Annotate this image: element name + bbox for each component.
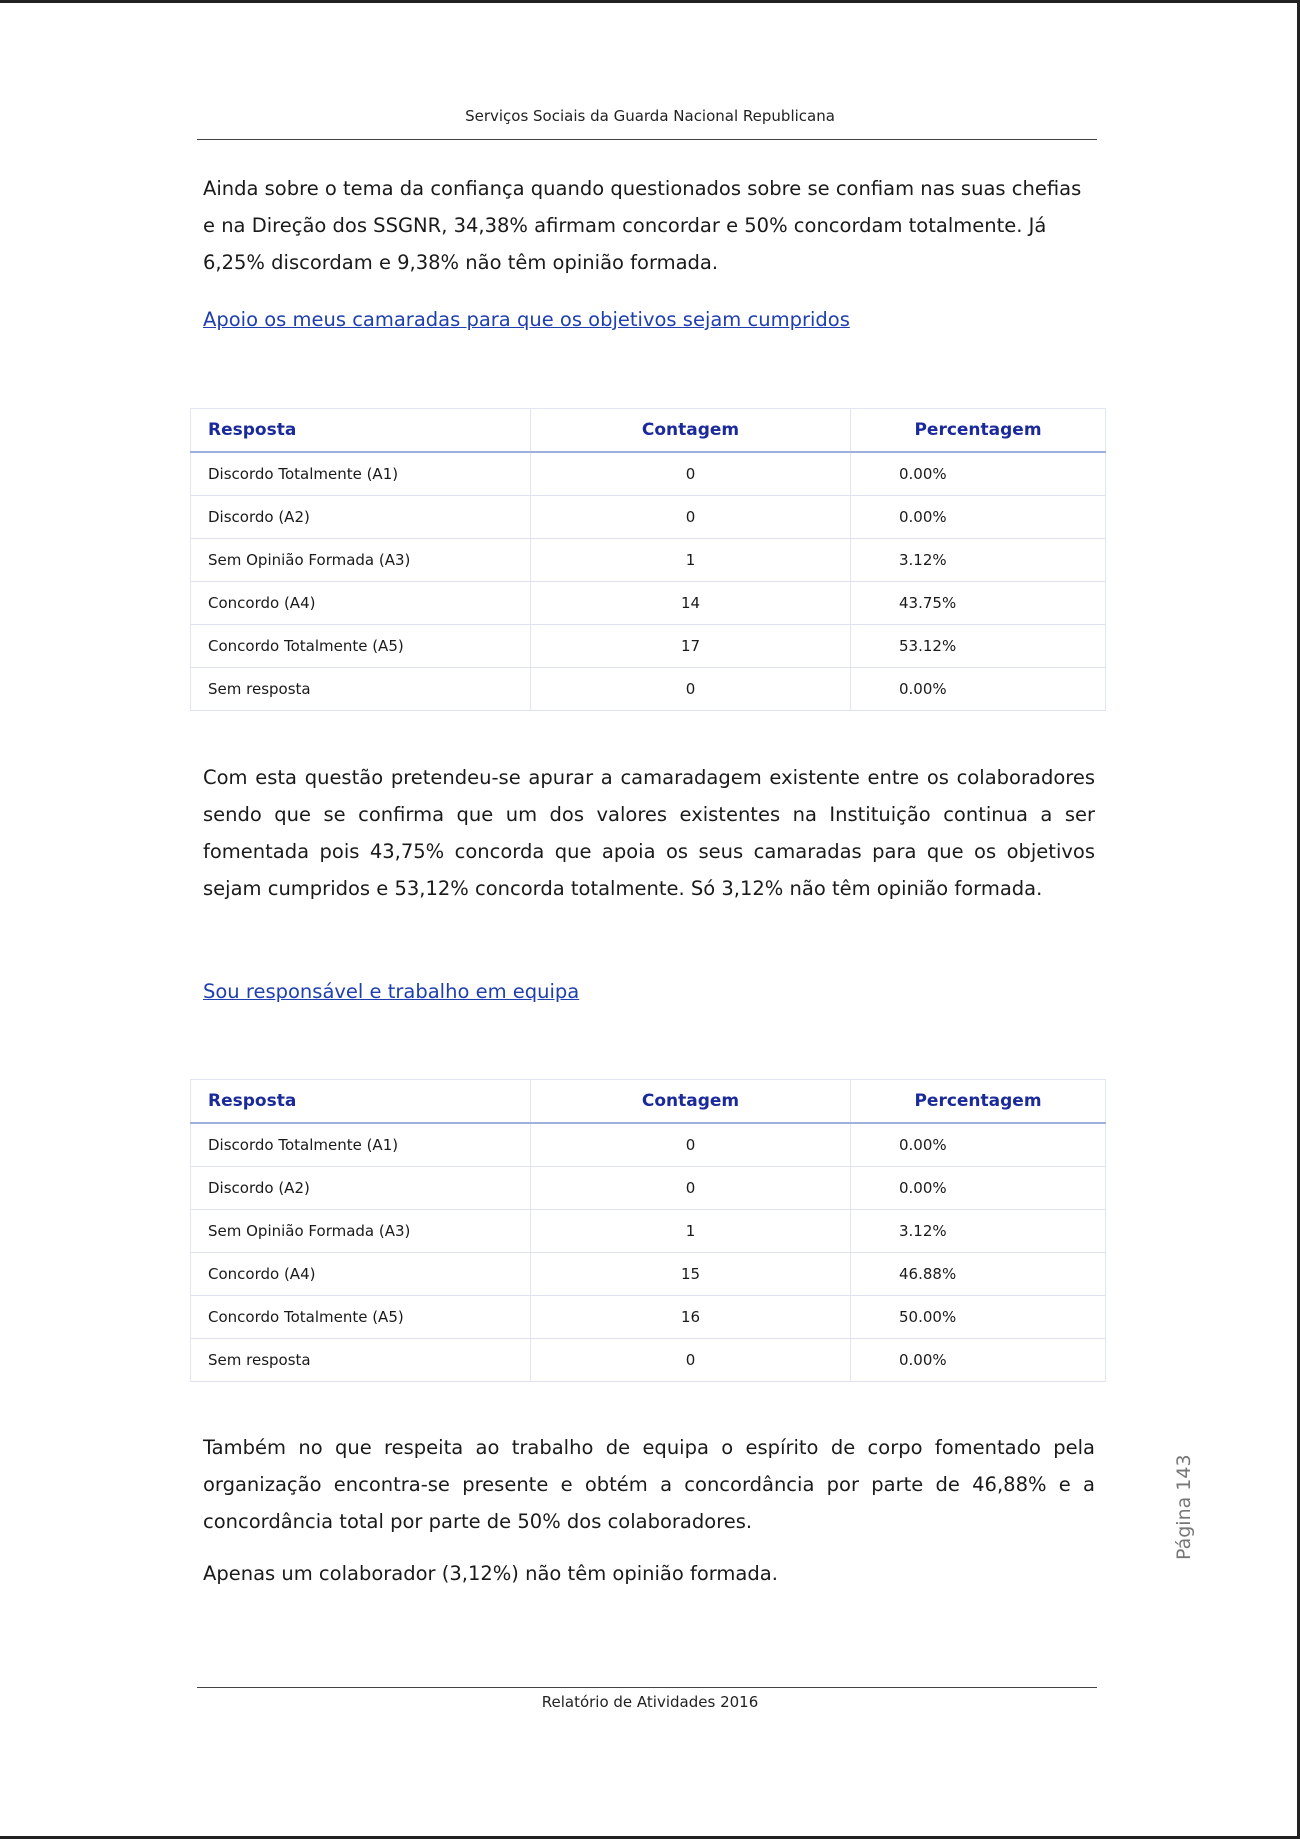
table-row: [191, 496, 1106, 539]
cell-percentagem: 46.88%: [851, 1253, 1106, 1296]
cell-contagem: 14: [531, 582, 851, 625]
table-row: [191, 625, 1106, 668]
cell-percentagem: 0.00%: [851, 496, 1106, 539]
cell-percentagem: 0.00%: [851, 1123, 1106, 1167]
cell-percentagem: 53.12%: [851, 625, 1106, 668]
cell-resposta: Concordo Totalmente (A5): [191, 625, 531, 668]
table-row: [191, 668, 1106, 711]
section2-table: [190, 1079, 1106, 1382]
page-footer: Relatório de Atividades 2016: [541, 1693, 759, 1711]
cell-contagem: 0: [531, 1339, 851, 1382]
cell-contagem: 16: [531, 1296, 851, 1339]
col-header-contagem: Contagem: [531, 409, 851, 453]
table-row: [191, 1339, 1106, 1382]
cell-percentagem: 0.00%: [851, 1167, 1106, 1210]
cell-resposta: Discordo Totalmente (A1): [191, 1123, 531, 1167]
cell-contagem: 1: [531, 539, 851, 582]
cell-resposta: Concordo (A4): [191, 1253, 531, 1296]
footer-rule: [197, 1687, 1097, 1688]
cell-contagem: 0: [531, 668, 851, 711]
col-header-contagem: Contagem: [531, 1080, 851, 1124]
page-header: Serviços Sociais da Guarda Nacional Republicana: [465, 107, 835, 125]
col-header-percentagem: Percentagem: [851, 409, 1106, 453]
table-header-row: [191, 409, 1106, 453]
cell-percentagem: 3.12%: [851, 539, 1106, 582]
cell-contagem: 0: [531, 1167, 851, 1210]
cell-resposta: Concordo (A4): [191, 582, 531, 625]
page-number: Página 143: [1173, 1454, 1195, 1560]
cell-percentagem: 3.12%: [851, 1210, 1106, 1253]
cell-contagem: 0: [531, 452, 851, 496]
section2-title: Sou responsável e trabalho em equipa: [203, 980, 580, 1003]
header-rule: [197, 139, 1097, 140]
table-row: [191, 539, 1106, 582]
cell-contagem: 0: [531, 496, 851, 539]
cell-percentagem: 0.00%: [851, 1339, 1106, 1382]
table-row: [191, 1210, 1106, 1253]
cell-percentagem: 0.00%: [851, 452, 1106, 496]
cell-contagem: 15: [531, 1253, 851, 1296]
table-row: [191, 1123, 1106, 1167]
section1-title: Apoio os meus camaradas para que os objetivos sejam cumpridos: [203, 308, 850, 331]
scan-border-top: [0, 0, 1300, 3]
cell-resposta: Concordo Totalmente (A5): [191, 1296, 531, 1339]
cell-resposta: Discordo (A2): [191, 496, 531, 539]
table-row: [191, 452, 1106, 496]
col-header-resposta: Resposta: [191, 1080, 531, 1124]
table-row: [191, 1253, 1106, 1296]
col-header-resposta: Resposta: [191, 409, 531, 453]
table-header-row: [191, 1080, 1106, 1124]
table-row: [191, 1296, 1106, 1339]
cell-resposta: Sem resposta: [191, 1339, 531, 1382]
cell-percentagem: 43.75%: [851, 582, 1106, 625]
cell-percentagem: 0.00%: [851, 668, 1106, 711]
cell-resposta: Sem Opinião Formada (A3): [191, 1210, 531, 1253]
cell-percentagem: 50.00%: [851, 1296, 1106, 1339]
section1-table: [190, 408, 1106, 711]
cell-resposta: Discordo (A2): [191, 1167, 531, 1210]
cell-contagem: 17: [531, 625, 851, 668]
section2-commentary: Também no que respeita ao trabalho de equipa o espírito de corpo fomentado pela organização encontra-se presente e obtém a concordância por parte de 46,88% e a concordância total por parte de 50% dos colaboradores.: [203, 1436, 1095, 1533]
cell-contagem: 0: [531, 1123, 851, 1167]
table-row: [191, 1167, 1106, 1210]
cell-resposta: Discordo Totalmente (A1): [191, 452, 531, 496]
col-header-percentagem: Percentagem: [851, 1080, 1106, 1124]
table-row: [191, 582, 1106, 625]
intro-paragraph: Ainda sobre o tema da confiança quando questionados sobre se confiam nas suas chefias e na Direção dos SSGNR, 34,38% afirmam concordar e 50% concordam totalmente. Já 6,25% discordam e 9,38% não têm opinião formada.: [203, 177, 1082, 274]
cell-resposta: Sem resposta: [191, 668, 531, 711]
section1-commentary: Com esta questão pretendeu-se apurar a camaradagem existente entre os colaboradores sendo que se confirma que um dos valores existentes na Instituição continua a ser fomentada pois 43,75% concorda que apoia os seus camaradas para que os objetivos sejam cumpridos e 53,12% concorda totalmente. Só 3,12% não têm opinião formada.: [203, 766, 1095, 900]
cell-resposta: Sem Opinião Formada (A3): [191, 539, 531, 582]
section2-note: Apenas um colaborador (3,12%) não têm opinião formada.: [203, 1562, 778, 1585]
cell-contagem: 1: [531, 1210, 851, 1253]
